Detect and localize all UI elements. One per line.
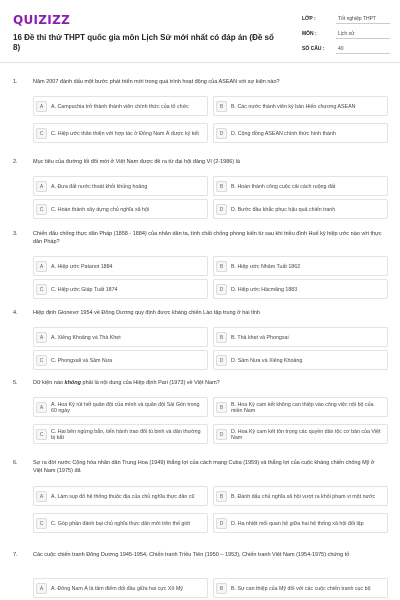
option-b[interactable] <box>213 327 388 347</box>
option-b[interactable] <box>213 397 388 417</box>
option-letter-badge: A <box>36 402 47 413</box>
meta-underline <box>336 38 390 39</box>
option-text: D. Hiệp ước Hácmăng 1883 <box>231 286 298 293</box>
option-text: D. Hạ nhiệt mối quan hệ giữa hai hệ thống xã hội đối lập <box>231 520 364 527</box>
meta-class-row <box>296 13 390 25</box>
question-text-part: phải là nội dung của Hiệp định Pari (1973) về Việt Nam? <box>81 380 220 386</box>
question-text: Các cuộc chiến tranh Đông Dương 1945-1954, Chiến tranh Triều Tiên (1950 – 1953), Chiến tranh Việt Nam (1954-1975) chứng tỏ <box>33 552 350 558</box>
question-number: 5. <box>13 380 18 386</box>
option-text: A. Đưa đất nước thoát khỏi khủng hoảng <box>51 183 148 190</box>
question-text: Năm 2007 đánh dấu một bước phát triển mới trong quá trình hoạt động của ASEAN với sự kiện nào? <box>33 79 280 85</box>
question-text <box>33 380 383 388</box>
option-d[interactable] <box>213 350 388 370</box>
option-text: C. Hoàn thành xây dựng chủ nghĩa xã hội <box>51 206 150 213</box>
option-letter-badge: D <box>216 355 227 366</box>
option-letter-badge: C <box>36 355 47 366</box>
option-letter-badge: D <box>216 204 227 215</box>
option-b[interactable] <box>213 176 388 196</box>
option-d[interactable] <box>213 199 388 219</box>
meta-underline <box>336 23 390 24</box>
option-letter-badge: C <box>36 518 47 529</box>
option-text: C. Phongxali và Sầm Nưa <box>51 357 113 364</box>
worksheet-header <box>0 0 400 62</box>
option-letter-badge: C <box>36 429 47 440</box>
question-number: 4. <box>13 310 18 316</box>
option-b[interactable] <box>213 486 388 506</box>
option-a[interactable] <box>33 256 208 276</box>
option-c[interactable] <box>33 424 208 444</box>
question-number: 1. <box>13 79 18 85</box>
option-text: B. Hiệp ước Nhâm Tuất 1862 <box>231 263 301 270</box>
meta-value: Tốt nghiệp THPT <box>338 16 376 22</box>
question-text: Sự ra đời nước Cộng hòa nhân dân Trung Hoa (1949) thắng lợi của cách mạng Cuba (1959) và thắng lợi của cuộc kháng chiến chống Mỹ ở Việt Nam (1975) đã <box>33 460 375 474</box>
option-a[interactable] <box>33 96 208 116</box>
meta-label: MÔN : <box>302 31 317 37</box>
question-number: 2. <box>13 159 18 165</box>
option-text: C. Hiệp ước Giáp Tuất 1874 <box>51 286 118 293</box>
meta-box <box>296 11 390 57</box>
question-text: Mục tiêu của đường lối đổi mới ở Việt Nam được đề ra từ đại hội đảng VI (2-1986) là <box>33 159 240 165</box>
option-text: B. Hoa Kỳ cam kết không can thiệp vào công việc nội bộ của miền Nam <box>231 401 374 414</box>
worksheet-title: 16 Đề thi thử THPT quốc gia môn Lịch Sử mới nhất có đáp án (Đề số 8) <box>13 33 274 52</box>
option-text: A. Hiệp ước Patanot 1884 <box>51 263 113 270</box>
option-letter-badge: C <box>36 128 47 139</box>
header-divider <box>0 62 400 63</box>
option-c[interactable] <box>33 123 208 143</box>
option-a[interactable] <box>33 176 208 196</box>
question-text: Chiến đấu chống thực dân Pháp (1858 - 1884) của nhân dân ta, tính chất chống phong kiến từ sau khi triều đình Huế ký hiệp ước nào với thực dân Pháp? <box>33 231 382 245</box>
option-letter-badge: A <box>36 583 47 594</box>
option-text: B. Hoàn thành công cuộc cải cách ruộng đất <box>231 183 336 190</box>
option-text: B. Đánh dấu chủ nghĩa xã hội vượt ra khỏi phạm vi một nước <box>231 493 376 500</box>
meta-count-row <box>296 43 390 55</box>
meta-underline <box>336 53 390 54</box>
option-c[interactable] <box>33 350 208 370</box>
option-a[interactable] <box>33 486 208 506</box>
option-text: A. Xiêng Khoảng và Thà Khẹt <box>51 334 121 341</box>
option-text: A. Làm sụp đổ hệ thống thuộc địa của chủ nghĩa thực dân cũ <box>51 493 195 500</box>
question-number: 7. <box>13 552 18 558</box>
option-letter-badge: B <box>216 402 227 413</box>
question-number: 3. <box>13 231 18 237</box>
option-letter-badge: D <box>216 429 227 440</box>
option-b[interactable] <box>213 578 388 598</box>
option-letter-badge: B <box>216 101 227 112</box>
quizizz-logo: QUIZIZZ <box>13 13 71 27</box>
option-letter-badge: A <box>36 261 47 272</box>
option-letter-badge: B <box>216 261 227 272</box>
option-text: A. Hoa Kỳ rút hết quân đội của mình và quân đội Sài Gòn trong 60 ngày <box>51 401 200 414</box>
option-letter-badge: D <box>216 128 227 139</box>
option-text: A. Campuchia trở thành thành viên chính thức của tổ chức <box>51 103 189 110</box>
option-letter-badge: A <box>36 101 47 112</box>
meta-value: 40 <box>338 46 344 52</box>
question-text-part: Dữ kiện nào <box>33 380 65 386</box>
option-c[interactable] <box>33 199 208 219</box>
option-text: C. Góp phần đánh bại chủ nghĩa thực dân mới trên thế giới <box>51 520 191 527</box>
option-text: D. Cộng đồng ASEAN chính thức hình thành <box>231 130 336 137</box>
option-letter-badge: A <box>36 332 47 343</box>
option-a[interactable] <box>33 397 208 417</box>
option-text: B. Thà khẹt và Phongxai <box>231 334 289 341</box>
option-text: D. Hoa Kỳ cam kết tôn trọng các quyền dân tộc cơ bản của Việt Nam <box>231 428 381 441</box>
option-text: D. Bước đầu khắc phục hậu quả chiến tranh <box>231 206 336 213</box>
option-letter-badge: C <box>36 204 47 215</box>
option-b[interactable] <box>213 96 388 116</box>
meta-label: SỐ CÂU : <box>302 46 325 52</box>
question-number: 6. <box>13 460 18 466</box>
option-letter-badge: D <box>216 284 227 295</box>
option-letter-badge: B <box>216 332 227 343</box>
meta-subject-row <box>296 28 390 40</box>
option-d[interactable] <box>213 279 388 299</box>
option-letter-badge: C <box>36 284 47 295</box>
option-a[interactable] <box>33 578 208 598</box>
option-c[interactable] <box>33 279 208 299</box>
option-b[interactable] <box>213 256 388 276</box>
option-text: B. Các nước thành viên ký bản Hiến chương ASEAN <box>231 103 356 110</box>
option-a[interactable] <box>33 327 208 347</box>
meta-value: Lịch sử <box>338 31 355 37</box>
option-d[interactable] <box>213 424 388 444</box>
option-d[interactable] <box>213 513 388 533</box>
option-text: D. Sầm Nưa và Xiêng Khoảng <box>231 357 303 364</box>
question-text: Hiệp định Gionevơ 1954 về Đông Dương quy định được kháng chiến Lào tập trung ở hai tỉnh <box>33 310 260 316</box>
option-text: B. Sự can thiệp của Mỹ đối với các cuộc chiến tranh cục bộ <box>231 585 371 592</box>
option-letter-badge: B <box>216 181 227 192</box>
option-letter-badge: D <box>216 518 227 529</box>
emphasis-word: không <box>64 380 82 386</box>
option-letter-badge: A <box>36 181 47 192</box>
option-letter-badge: B <box>216 583 227 594</box>
option-text: C. Hiệp ước thân thiện với hợp tác ở Đông Nam Á được ký kết <box>51 130 199 137</box>
option-letter-badge: A <box>36 491 47 502</box>
option-d[interactable] <box>213 123 388 143</box>
option-text: A. Đông Nam Á là tâm điểm đối đầu giữa hai cực Xô Mỹ <box>51 585 183 592</box>
option-letter-badge: B <box>216 491 227 502</box>
meta-label: LỚP : <box>302 16 316 22</box>
option-text: C. Hai bên ngừng bắn, tiến hành trao đổi tù binh và dân thường bị bắt <box>51 428 201 441</box>
option-c[interactable] <box>33 513 208 533</box>
